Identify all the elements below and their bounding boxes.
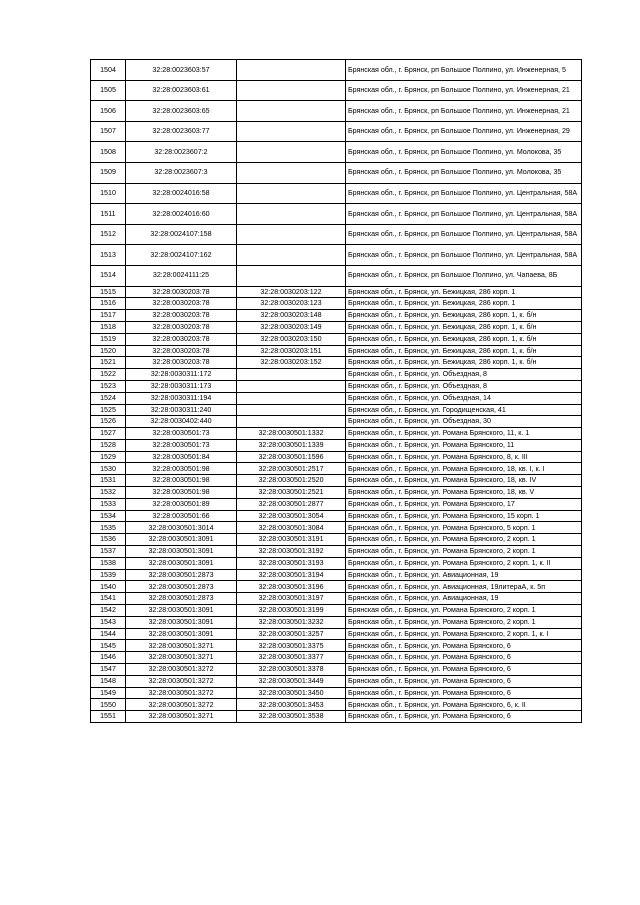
table-row — [91, 652, 582, 664]
table-row — [91, 699, 582, 711]
land-cadastral-number-cell: 32:28:0030311:240 — [126, 404, 237, 416]
address-cell: Брянская обл., г. Брянск, ул. Романа Брянского, 2 корп. 1 — [346, 605, 582, 617]
row-number-cell: 1519 — [91, 333, 126, 345]
table-row — [91, 380, 582, 392]
row-number-cell: 1504 — [91, 60, 126, 81]
table-row — [91, 321, 582, 333]
row-number-cell: 1509 — [91, 162, 126, 183]
table-row — [91, 60, 582, 81]
object-cadastral-number-cell — [237, 183, 346, 204]
row-number-cell: 1534 — [91, 510, 126, 522]
land-cadastral-number-cell: 32:28:0030501:73 — [126, 439, 237, 451]
object-cadastral-number-cell — [237, 265, 346, 286]
object-cadastral-number-cell — [237, 204, 346, 225]
land-cadastral-number-cell: 32:28:0024107:162 — [126, 245, 237, 266]
object-cadastral-number-cell — [237, 60, 346, 81]
row-number-cell: 1525 — [91, 404, 126, 416]
address-cell: Брянская обл., г. Брянск, ул. Романа Брянского, 18, кв. IV — [346, 475, 582, 487]
table-row — [91, 557, 582, 569]
table-row — [91, 475, 582, 487]
table-row — [91, 593, 582, 605]
land-cadastral-number-cell: 32:28:0030203:78 — [126, 357, 237, 369]
address-cell: Брянская обл., г. Брянск, ул. Романа Брянского, 5 корп. 1 — [346, 522, 582, 534]
land-cadastral-number-cell: 32:28:0030501:3091 — [126, 616, 237, 628]
object-cadastral-number-cell: 32:28:0030501:3449 — [237, 675, 346, 687]
table-row — [91, 711, 582, 723]
land-cadastral-number-cell: 32:28:0024111:25 — [126, 265, 237, 286]
land-cadastral-number-cell: 32:28:0030501:3091 — [126, 605, 237, 617]
land-cadastral-number-cell: 32:28:0030203:78 — [126, 345, 237, 357]
object-cadastral-number-cell: 32:28:0030203:151 — [237, 345, 346, 357]
row-number-cell: 1533 — [91, 498, 126, 510]
address-cell: Брянская обл., г. Брянск, ул. Городищенская, 41 — [346, 404, 582, 416]
land-cadastral-number-cell: 32:28:0030402:440 — [126, 416, 237, 428]
row-number-cell: 1514 — [91, 265, 126, 286]
table-row — [91, 416, 582, 428]
row-number-cell: 1550 — [91, 699, 126, 711]
object-cadastral-number-cell: 32:28:0030501:3054 — [237, 510, 346, 522]
table-row — [91, 640, 582, 652]
row-number-cell: 1518 — [91, 321, 126, 333]
object-cadastral-number-cell: 32:28:0030501:3191 — [237, 534, 346, 546]
land-cadastral-number-cell: 32:28:0030203:78 — [126, 321, 237, 333]
object-cadastral-number-cell — [237, 245, 346, 266]
registry-table — [90, 59, 582, 723]
table-row — [91, 121, 582, 142]
table-row — [91, 581, 582, 593]
table-row — [91, 298, 582, 310]
object-cadastral-number-cell: 32:28:0030501:3377 — [237, 652, 346, 664]
row-number-cell: 1544 — [91, 628, 126, 640]
land-cadastral-number-cell: 32:28:0024016:58 — [126, 183, 237, 204]
object-cadastral-number-cell — [237, 416, 346, 428]
row-number-cell: 1513 — [91, 245, 126, 266]
address-cell: Брянская обл., г. Брянск, ул. Авиационная, 19 — [346, 593, 582, 605]
object-cadastral-number-cell: 32:28:0030501:3378 — [237, 664, 346, 676]
table-row — [91, 80, 582, 101]
object-cadastral-number-cell: 32:28:0030203:123 — [237, 298, 346, 310]
row-number-cell: 1542 — [91, 605, 126, 617]
row-number-cell: 1537 — [91, 546, 126, 558]
row-number-cell: 1530 — [91, 463, 126, 475]
land-cadastral-number-cell: 32:28:0030311:194 — [126, 392, 237, 404]
object-cadastral-number-cell — [237, 369, 346, 381]
land-cadastral-number-cell: 32:28:0023607:3 — [126, 162, 237, 183]
address-cell: Брянская обл., г. Брянск, ул. Бежицкая, 286 корп. 1, к. б/н — [346, 310, 582, 322]
address-cell: Брянская обл., г. Брянск, рп Большое Полпино, ул. Молокова, 35 — [346, 162, 582, 183]
table-row — [91, 463, 582, 475]
address-cell: Брянская обл., г. Брянск, ул. Романа Брянского, 2 корп. 1 — [346, 546, 582, 558]
address-cell: Брянская обл., г. Брянск, ул. Объездная, 14 — [346, 392, 582, 404]
row-number-cell: 1522 — [91, 369, 126, 381]
row-number-cell: 1527 — [91, 428, 126, 440]
address-cell: Брянская обл., г. Брянск, ул. Бежицкая, 286 корп. 1, к. б/н — [346, 333, 582, 345]
land-cadastral-number-cell: 32:28:0030203:78 — [126, 286, 237, 298]
row-number-cell: 1538 — [91, 557, 126, 569]
object-cadastral-number-cell: 32:28:0030501:3453 — [237, 699, 346, 711]
land-cadastral-number-cell: 32:28:0030501:98 — [126, 487, 237, 499]
land-cadastral-number-cell: 32:28:0030501:3091 — [126, 534, 237, 546]
object-cadastral-number-cell — [237, 224, 346, 245]
land-cadastral-number-cell: 32:28:0030501:3271 — [126, 711, 237, 723]
address-cell: Брянская обл., г. Брянск, рп Большое Полпино, ул. Центральная, 58А — [346, 245, 582, 266]
table-row — [91, 142, 582, 163]
object-cadastral-number-cell — [237, 121, 346, 142]
land-cadastral-number-cell: 32:28:0023607:2 — [126, 142, 237, 163]
land-cadastral-number-cell: 32:28:0023603:65 — [126, 101, 237, 122]
land-cadastral-number-cell: 32:28:0023603:61 — [126, 80, 237, 101]
object-cadastral-number-cell — [237, 101, 346, 122]
land-cadastral-number-cell: 32:28:0030501:3272 — [126, 687, 237, 699]
row-number-cell: 1512 — [91, 224, 126, 245]
address-cell: Брянская обл., г. Брянск, ул. Романа Брянского, 11 — [346, 439, 582, 451]
row-number-cell: 1524 — [91, 392, 126, 404]
object-cadastral-number-cell: 32:28:0030501:3196 — [237, 581, 346, 593]
object-cadastral-number-cell: 32:28:0030501:3084 — [237, 522, 346, 534]
registry-table-body — [91, 60, 582, 723]
object-cadastral-number-cell: 32:28:0030501:1339 — [237, 439, 346, 451]
address-cell: Брянская обл., г. Брянск, ул. Романа Брянского, 6 — [346, 652, 582, 664]
address-cell: Брянская обл., г. Брянск, ул. Объездная, 8 — [346, 380, 582, 392]
address-cell: Брянская обл., г. Брянск, рп Большое Полпино, ул. Центральная, 58А — [346, 183, 582, 204]
land-cadastral-number-cell: 32:28:0023603:57 — [126, 60, 237, 81]
object-cadastral-number-cell: 32:28:0030501:2520 — [237, 475, 346, 487]
row-number-cell: 1543 — [91, 616, 126, 628]
address-cell: Брянская обл., г. Брянск, рп Большое Полпино, ул. Инженерная, 21 — [346, 101, 582, 122]
address-cell: Брянская обл., г. Брянск, ул. Романа Брянского, 15 корп. 1 — [346, 510, 582, 522]
land-cadastral-number-cell: 32:28:0030501:3091 — [126, 546, 237, 558]
row-number-cell: 1531 — [91, 475, 126, 487]
address-cell: Брянская обл., г. Брянск, рп Большое Полпино, ул. Центральная, 58А — [346, 224, 582, 245]
object-cadastral-number-cell: 32:28:0030203:122 — [237, 286, 346, 298]
land-cadastral-number-cell: 32:28:0030501:66 — [126, 510, 237, 522]
address-cell: Брянская обл., г. Брянск, ул. Бежицкая, 286 корп. 1 — [346, 298, 582, 310]
land-cadastral-number-cell: 32:28:0024107:158 — [126, 224, 237, 245]
address-cell: Брянская обл., г. Брянск, ул. Романа Брянского, 6 — [346, 675, 582, 687]
row-number-cell: 1547 — [91, 664, 126, 676]
object-cadastral-number-cell: 32:28:0030501:1596 — [237, 451, 346, 463]
address-cell: Брянская обл., г. Брянск, ул. Романа Брянского, 2 корп. 1 — [346, 534, 582, 546]
row-number-cell: 1516 — [91, 298, 126, 310]
table-row — [91, 357, 582, 369]
row-number-cell: 1521 — [91, 357, 126, 369]
object-cadastral-number-cell: 32:28:0030501:3450 — [237, 687, 346, 699]
table-row — [91, 310, 582, 322]
address-cell: Брянская обл., г. Брянск, ул. Бежицкая, 286 корп. 1, к. б/н — [346, 345, 582, 357]
object-cadastral-number-cell: 32:28:0030501:3192 — [237, 546, 346, 558]
table-row — [91, 404, 582, 416]
row-number-cell: 1510 — [91, 183, 126, 204]
object-cadastral-number-cell: 32:28:0030501:3232 — [237, 616, 346, 628]
object-cadastral-number-cell: 32:28:0030501:1332 — [237, 428, 346, 440]
object-cadastral-number-cell: 32:28:0030501:3199 — [237, 605, 346, 617]
table-row — [91, 183, 582, 204]
row-number-cell: 1535 — [91, 522, 126, 534]
table-row — [91, 369, 582, 381]
land-cadastral-number-cell: 32:28:0030501:2873 — [126, 593, 237, 605]
land-cadastral-number-cell: 32:28:0030203:78 — [126, 298, 237, 310]
table-row — [91, 224, 582, 245]
table-row — [91, 204, 582, 225]
land-cadastral-number-cell: 32:28:0030501:3091 — [126, 628, 237, 640]
land-cadastral-number-cell: 32:28:0030501:3272 — [126, 699, 237, 711]
object-cadastral-number-cell: 32:28:0030501:3197 — [237, 593, 346, 605]
object-cadastral-number-cell — [237, 380, 346, 392]
row-number-cell: 1520 — [91, 345, 126, 357]
land-cadastral-number-cell: 32:28:0030203:78 — [126, 310, 237, 322]
table-row — [91, 546, 582, 558]
row-number-cell: 1517 — [91, 310, 126, 322]
table-row — [91, 510, 582, 522]
land-cadastral-number-cell: 32:28:0030501:89 — [126, 498, 237, 510]
object-cadastral-number-cell: 32:28:0030203:152 — [237, 357, 346, 369]
row-number-cell: 1551 — [91, 711, 126, 723]
land-cadastral-number-cell: 32:28:0030501:98 — [126, 475, 237, 487]
object-cadastral-number-cell: 32:28:0030501:2521 — [237, 487, 346, 499]
object-cadastral-number-cell: 32:28:0030501:3538 — [237, 711, 346, 723]
object-cadastral-number-cell — [237, 80, 346, 101]
table-row — [91, 265, 582, 286]
object-cadastral-number-cell — [237, 162, 346, 183]
row-number-cell: 1505 — [91, 80, 126, 101]
row-number-cell: 1529 — [91, 451, 126, 463]
table-row — [91, 439, 582, 451]
table-row — [91, 487, 582, 499]
object-cadastral-number-cell: 32:28:0030501:2517 — [237, 463, 346, 475]
table-row — [91, 333, 582, 345]
row-number-cell: 1545 — [91, 640, 126, 652]
row-number-cell: 1526 — [91, 416, 126, 428]
object-cadastral-number-cell: 32:28:0030501:3257 — [237, 628, 346, 640]
address-cell: Брянская обл., г. Брянск, ул. Авиационная, 19литераА, к. 5п — [346, 581, 582, 593]
land-cadastral-number-cell: 32:28:0030501:3272 — [126, 675, 237, 687]
address-cell: Брянская обл., г. Брянск, ул. Бежицкая, 286 корп. 1, к. б/н — [346, 357, 582, 369]
object-cadastral-number-cell: 32:28:0030501:2877 — [237, 498, 346, 510]
land-cadastral-number-cell: 32:28:0030501:3271 — [126, 652, 237, 664]
land-cadastral-number-cell: 32:28:0023603:77 — [126, 121, 237, 142]
row-number-cell: 1540 — [91, 581, 126, 593]
row-number-cell: 1523 — [91, 380, 126, 392]
row-number-cell: 1506 — [91, 101, 126, 122]
table-row — [91, 628, 582, 640]
land-cadastral-number-cell: 32:28:0030501:3091 — [126, 557, 237, 569]
row-number-cell: 1546 — [91, 652, 126, 664]
row-number-cell: 1508 — [91, 142, 126, 163]
land-cadastral-number-cell: 32:28:0030311:173 — [126, 380, 237, 392]
object-cadastral-number-cell: 32:28:0030501:3375 — [237, 640, 346, 652]
table-row — [91, 605, 582, 617]
address-cell: Брянская обл., г. Брянск, рп Большое Полпино, ул. Молокова, 35 — [346, 142, 582, 163]
row-number-cell: 1528 — [91, 439, 126, 451]
table-row — [91, 522, 582, 534]
table-row — [91, 675, 582, 687]
object-cadastral-number-cell — [237, 392, 346, 404]
address-cell: Брянская обл., г. Брянск, ул. Авиационная, 19 — [346, 569, 582, 581]
address-cell: Брянская обл., г. Брянск, рп Большое Полпино, ул. Инженерная, 21 — [346, 80, 582, 101]
address-cell: Брянская обл., г. Брянск, ул. Бежицкая, 286 корп. 1, к. б/н — [346, 321, 582, 333]
object-cadastral-number-cell — [237, 404, 346, 416]
table-row — [91, 245, 582, 266]
object-cadastral-number-cell: 32:28:0030203:148 — [237, 310, 346, 322]
row-number-cell: 1549 — [91, 687, 126, 699]
land-cadastral-number-cell: 32:28:0030311:172 — [126, 369, 237, 381]
row-number-cell: 1507 — [91, 121, 126, 142]
row-number-cell: 1536 — [91, 534, 126, 546]
address-cell: Брянская обл., г. Брянск, ул. Романа Брянского, 2 корп. 1, к. I — [346, 628, 582, 640]
table-row — [91, 345, 582, 357]
address-cell: Брянская обл., г. Брянск, ул. Романа Брянского, 6, к. II — [346, 699, 582, 711]
row-number-cell: 1511 — [91, 204, 126, 225]
table-row — [91, 451, 582, 463]
land-cadastral-number-cell: 32:28:0030501:73 — [126, 428, 237, 440]
table-row — [91, 616, 582, 628]
row-number-cell: 1532 — [91, 487, 126, 499]
land-cadastral-number-cell: 32:28:0030501:3272 — [126, 664, 237, 676]
address-cell: Брянская обл., г. Брянск, ул. Романа Брянского, 2 корп. 1 — [346, 616, 582, 628]
object-cadastral-number-cell: 32:28:0030501:3194 — [237, 569, 346, 581]
address-cell: Брянская обл., г. Брянск, рп Большое Полпино, ул. Центральная, 58А — [346, 204, 582, 225]
address-cell: Брянская обл., г. Брянск, рп Большое Полпино, ул. Чапаева, 8Б — [346, 265, 582, 286]
table-row — [91, 428, 582, 440]
table-row — [91, 498, 582, 510]
object-cadastral-number-cell — [237, 142, 346, 163]
address-cell: Брянская обл., г. Брянск, рп Большое Полпино, ул. Инженерная, 5 — [346, 60, 582, 81]
land-cadastral-number-cell: 32:28:0030501:3014 — [126, 522, 237, 534]
land-cadastral-number-cell: 32:28:0030501:84 — [126, 451, 237, 463]
object-cadastral-number-cell: 32:28:0030501:3193 — [237, 557, 346, 569]
land-cadastral-number-cell: 32:28:0030501:3271 — [126, 640, 237, 652]
address-cell: Брянская обл., г. Брянск, рп Большое Полпино, ул. Инженерная, 29 — [346, 121, 582, 142]
address-cell: Брянская обл., г. Брянск, ул. Романа Брянского, 6 — [346, 640, 582, 652]
land-cadastral-number-cell: 32:28:0030501:2873 — [126, 581, 237, 593]
object-cadastral-number-cell: 32:28:0030203:150 — [237, 333, 346, 345]
address-cell: Брянская обл., г. Брянск, ул. Романа Брянского, 8, к. III — [346, 451, 582, 463]
land-cadastral-number-cell: 32:28:0024016:60 — [126, 204, 237, 225]
table-row — [91, 286, 582, 298]
address-cell: Брянская обл., г. Брянск, ул. Бежицкая, 286 корп. 1 — [346, 286, 582, 298]
land-cadastral-number-cell: 32:28:0030501:2873 — [126, 569, 237, 581]
table-row — [91, 392, 582, 404]
address-cell: Брянская обл., г. Брянск, ул. Романа Брянского, 2 корп. 1, к. II — [346, 557, 582, 569]
address-cell: Брянская обл., г. Брянск, ул. Объездная, 8 — [346, 369, 582, 381]
land-cadastral-number-cell: 32:28:0030203:78 — [126, 333, 237, 345]
table-row — [91, 101, 582, 122]
table-row — [91, 664, 582, 676]
land-cadastral-number-cell: 32:28:0030501:98 — [126, 463, 237, 475]
address-cell: Брянская обл., г. Брянск, ул. Романа Брянского, 6 — [346, 664, 582, 676]
table-row — [91, 569, 582, 581]
row-number-cell: 1548 — [91, 675, 126, 687]
address-cell: Брянская обл., г. Брянск, ул. Романа Брянского, 11, к. 1 — [346, 428, 582, 440]
address-cell: Брянская обл., г. Брянск, ул. Романа Брянского, 6 — [346, 711, 582, 723]
address-cell: Брянская обл., г. Брянск, ул. Романа Брянского, 18, кв. I, к. I — [346, 463, 582, 475]
address-cell: Брянская обл., г. Брянск, ул. Романа Брянского, 17 — [346, 498, 582, 510]
table-row — [91, 534, 582, 546]
table-row — [91, 687, 582, 699]
address-cell: Брянская обл., г. Брянск, ул. Объездная, 30 — [346, 416, 582, 428]
table-row — [91, 162, 582, 183]
address-cell: Брянская обл., г. Брянск, ул. Романа Брянского, 6 — [346, 687, 582, 699]
row-number-cell: 1541 — [91, 593, 126, 605]
address-cell: Брянская обл., г. Брянск, ул. Романа Брянского, 18, кв. V — [346, 487, 582, 499]
row-number-cell: 1539 — [91, 569, 126, 581]
row-number-cell: 1515 — [91, 286, 126, 298]
object-cadastral-number-cell: 32:28:0030203:149 — [237, 321, 346, 333]
